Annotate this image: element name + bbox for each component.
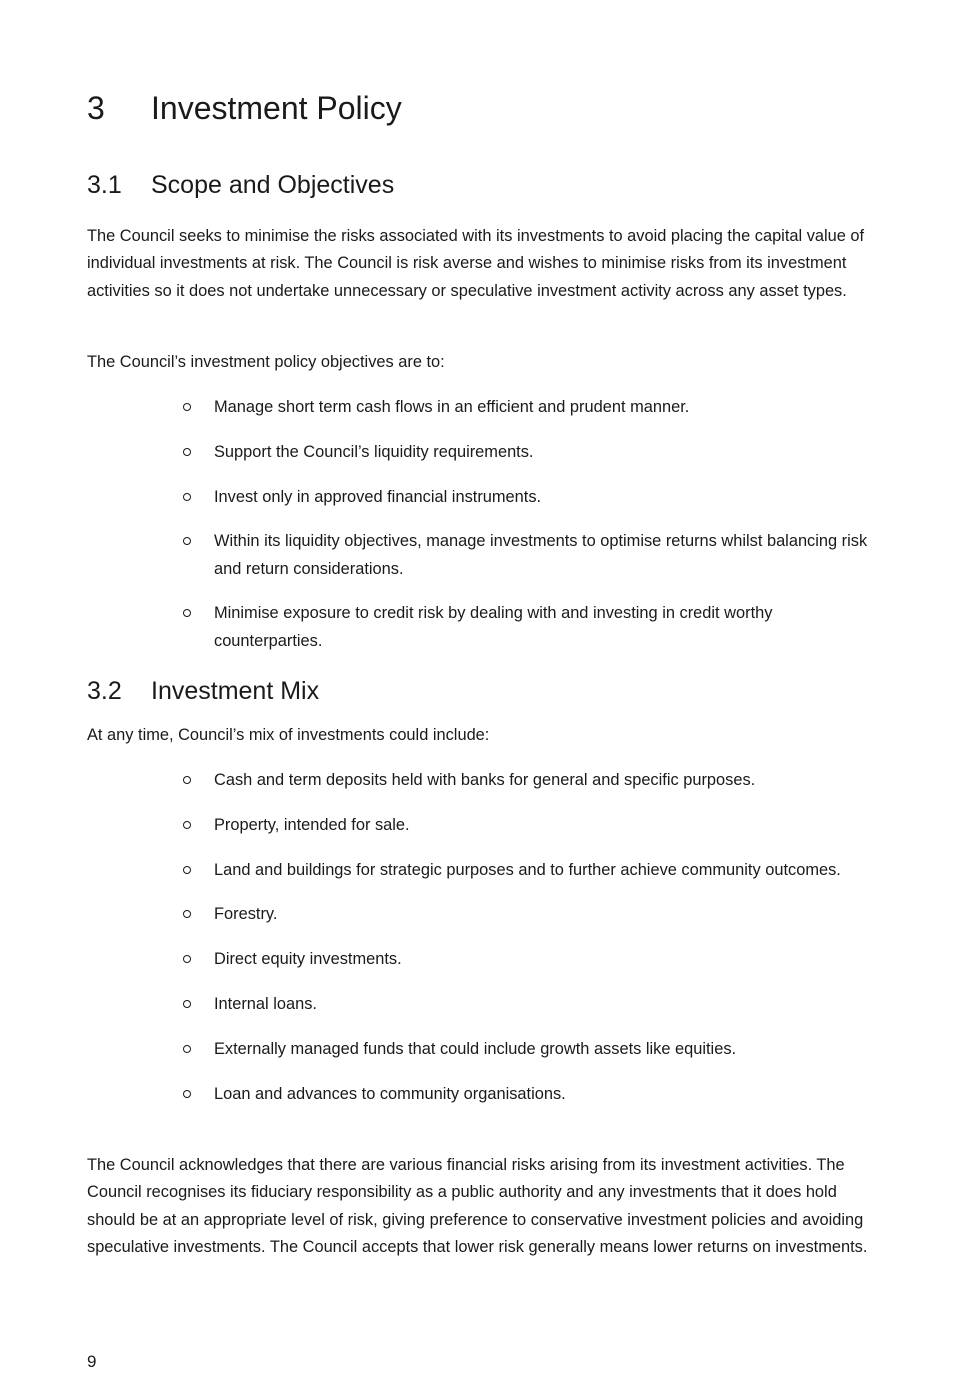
- bullet-circle-icon: [183, 955, 191, 963]
- list-item: Property, intended for sale.: [183, 812, 883, 839]
- list-item: Manage short term cash flows in an efficient and prudent manner.: [183, 394, 883, 421]
- objectives-list: [183, 394, 883, 655]
- closing-paragraph: The Council acknowledges that there are various financial risks arising from its investment activities. The Council recognises its fiduciary responsibility as a public authority and any investments that it does hold should be at an appropriate level of risk, giving preference to conservative investment policies and avoiding speculative investments. The Council accepts that lower risk generally means lower returns on investments.: [87, 1156, 868, 1256]
- section-heading: [87, 86, 402, 130]
- bullet-circle-icon: [183, 821, 191, 829]
- page-number: 9: [87, 1352, 97, 1371]
- list-item: Cash and term deposits held with banks for general and specific purposes.: [183, 767, 883, 794]
- objectives-intro: The Council’s investment policy objectives are to:: [87, 353, 445, 371]
- bullet-circle-icon: [183, 910, 191, 918]
- bullet-circle-icon: [183, 493, 191, 501]
- bullet-circle-icon: [183, 776, 191, 784]
- bullet-circle-icon: [183, 866, 191, 874]
- list-item: Within its liquidity objectives, manage investments to optimise returns whilst balancing risk and return considerations.: [183, 528, 883, 583]
- section-title: Investment Policy: [151, 90, 402, 126]
- list-item: Land and buildings for strategic purposes and to further achieve community outcomes.: [183, 857, 883, 884]
- subsection-title: Scope and Objectives: [151, 171, 395, 199]
- list-item: Invest only in approved financial instruments.: [183, 484, 883, 511]
- subsection-title: Investment Mix: [151, 677, 320, 705]
- bullet-circle-icon: [183, 609, 191, 617]
- list-item: Loan and advances to community organisations.: [183, 1081, 883, 1108]
- list-item: Forestry.: [183, 901, 883, 928]
- subsection-heading-scope: [87, 168, 394, 202]
- bullet-circle-icon: [183, 448, 191, 456]
- investment-mix-list: [183, 767, 883, 1108]
- subsection-heading-mix: [87, 674, 319, 708]
- scope-paragraph: The Council seeks to minimise the risks associated with its investments to avoid placing the capital value of individual investments at risk. The Council is risk averse and wishes to minimise risks from its investment activities so it does not undertake unnecessary or speculative investment activity across any asset types.: [87, 227, 865, 300]
- subsection-number: 3.2: [87, 677, 122, 705]
- bullet-circle-icon: [183, 537, 191, 545]
- bullet-circle-icon: [183, 1045, 191, 1053]
- list-item: Minimise exposure to credit risk by dealing with and investing in credit worthy counterparties.: [183, 600, 883, 655]
- subsection-number: 3.1: [87, 171, 122, 199]
- list-item: Internal loans.: [183, 991, 883, 1018]
- bullet-circle-icon: [183, 1090, 191, 1098]
- list-item: Externally managed funds that could include growth assets like equities.: [183, 1036, 883, 1063]
- list-item: Support the Council’s liquidity requirements.: [183, 439, 883, 466]
- mix-intro: At any time, Council’s mix of investments could include:: [87, 726, 490, 744]
- bullet-circle-icon: [183, 403, 191, 411]
- section-number: 3: [87, 90, 105, 126]
- list-item: Direct equity investments.: [183, 946, 883, 973]
- bullet-circle-icon: [183, 1000, 191, 1008]
